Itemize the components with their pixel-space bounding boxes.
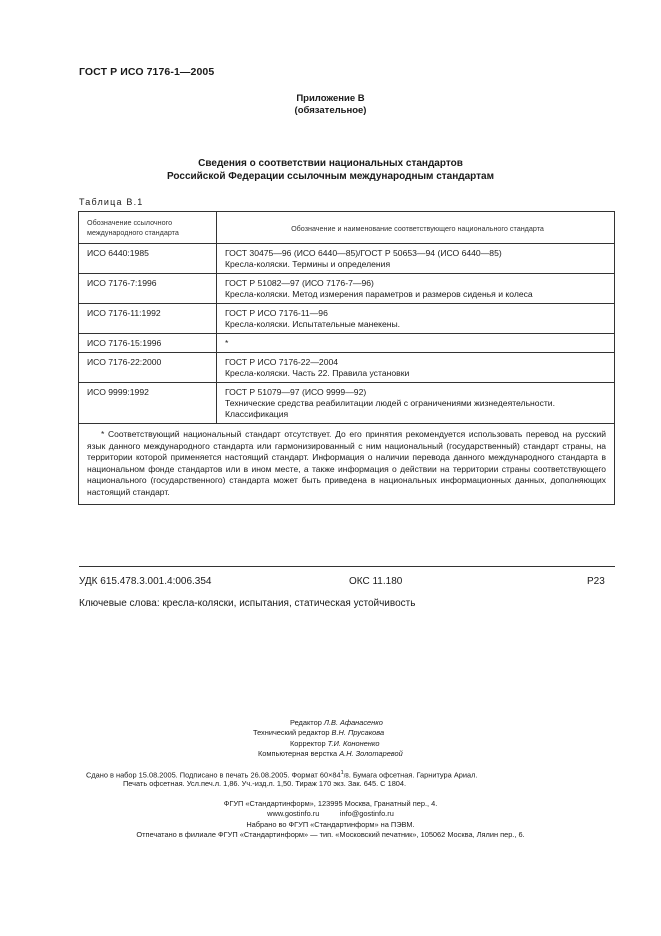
section-title-line-1: Сведения о соответствии национальных стандартов — [198, 158, 463, 169]
national-designation: ГОСТ Р 51079—97 (ИСО 9999—92) — [225, 387, 367, 397]
cell-reference: ИСО 6440:1985 — [79, 244, 217, 274]
national-designation: ГОСТ Р 51082—97 (ИСО 7176-7—96) — [225, 278, 374, 288]
table-header-row — [79, 212, 615, 244]
correspondence-table — [78, 211, 615, 505]
publisher-web: www.gostinfo.ru info@gostinfo.ru — [267, 809, 394, 819]
divider-line — [79, 566, 615, 567]
format-superscript: 1 — [340, 770, 344, 776]
col-header-national: Обозначение и наименование соответствующего национального стандарта — [217, 212, 615, 244]
section-title — [0, 157, 661, 183]
publisher-printed: Отпечатано в филиале ФГУП «Стандартинформ» — тип. «Московский печатник», 105062 Москва, Лялин пер., 6. — [136, 830, 525, 840]
publisher-typeset: Набрано во ФГУП «Стандартинформ» на ПЭВМ. — [246, 819, 415, 829]
table-caption: Таблица В.1 — [79, 197, 144, 207]
format-fraction: /8 — [343, 773, 349, 780]
cell-reference: ИСО 7176-7:1996 — [79, 274, 217, 304]
print-info-line-2: Печать офсетная. Усл.печ.л. 1,86. Уч.-изд.л. 1,50. Тираж 170 экз. Зак. 645. С 1804. — [123, 779, 407, 788]
national-designation: ГОСТ Р ИСО 7176-22—2004 — [225, 357, 339, 367]
print-info-text: Сдано в набор 15.08.2005. Подписано в печать 26.08.2005. Формат 60×84 — [86, 770, 341, 780]
national-designation: ГОСТ 30475—96 (ИСО 6440—85)/ГОСТ Р 50653—94 (ИСО 6440—85) — [225, 248, 502, 258]
credit-role: Редактор — [290, 718, 322, 727]
national-designation: * — [225, 338, 229, 348]
table-row — [79, 383, 615, 424]
credit-proofreader — [0, 739, 661, 749]
col-header-reference: Обозначение ссылочного международного стандарта — [79, 212, 217, 244]
table-row — [79, 244, 615, 274]
cell-national — [217, 244, 615, 274]
table-row — [79, 353, 615, 383]
section-title-line-2: Российской Федерации ссылочным международным стандартам — [166, 171, 495, 182]
credit-tech-editor — [0, 728, 661, 738]
credit-person: Л.В. Афанасенко — [323, 718, 383, 727]
appendix-title: Приложение В — [296, 93, 365, 104]
table-footnote: * Соответствующий национальный стандарт отсутствует. До его принятия рекомендуется использовать перевод на русский язык данного международного стандарта или гармонизированный с ним национальный (государственный) стандарт страны, на территории которой применяется настоящий стандарт. Информация о наличии перевода данного международного стандарта в национальном фонде стандартов или в ином месте, а также информация о действии на территории страны соответствующего национального (государственного) стандарта может быть приведена в национальных информационных данных, дополняющих настоящий стандарт. — [79, 424, 615, 505]
publisher-block — [0, 799, 661, 841]
credit-role: Компьютерная верстка — [258, 749, 338, 759]
national-title: Кресла-коляски. Метод измерения параметров и размеров сиденья и колеса — [225, 289, 533, 299]
national-title-continued: Классификация — [225, 409, 289, 419]
credit-person: А.Н. Золотаревой — [339, 749, 403, 759]
cell-national — [217, 353, 615, 383]
credit-person: Т.И. Кононенко — [327, 738, 380, 748]
cell-national — [217, 274, 615, 304]
credits-block — [0, 718, 661, 760]
cell-national — [217, 383, 615, 424]
credit-editor — [0, 718, 661, 728]
category-code: Р23 — [587, 576, 605, 587]
cell-reference: ИСО 7176-22:2000 — [79, 353, 217, 383]
national-title: Технические средства реабилитации людей с ограничениями жизнедеятельности. — [225, 398, 555, 408]
publisher-address: ФГУП «Стандартинформ», 123995 Москва, Гранатный пер., 4. — [223, 799, 438, 808]
appendix-subtitle: (обязательное) — [294, 105, 367, 116]
credit-person: В.Н. Прусакова — [331, 728, 385, 738]
keywords-line: Ключевые слова: кресла-коляски, испытания, статическая устойчивость — [79, 598, 416, 609]
udk-code: УДК 615.478.3.001.4:006.354 — [79, 576, 212, 587]
credit-role: Корректор — [290, 738, 326, 748]
page-header-standard-code: ГОСТ Р ИСО 7176-1—2005 — [79, 66, 215, 78]
credit-role: Технический редактор — [253, 728, 330, 738]
cell-national — [217, 304, 615, 334]
oks-code: ОКС 11.180 — [349, 576, 403, 587]
print-info-text-end: . Бумага офсетная. Гарнитура Ариал. — [348, 770, 478, 780]
cell-reference: ИСО 7176-11:1992 — [79, 304, 217, 334]
national-title: Кресла-коляски. Термины и определения — [225, 259, 391, 269]
national-title: Кресла-коляски. Испытательные манекены. — [225, 319, 401, 329]
cell-reference: ИСО 9999:1992 — [79, 383, 217, 424]
table-row — [79, 274, 615, 304]
table-row — [79, 334, 615, 353]
table-row — [79, 304, 615, 334]
cell-reference: ИСО 7176-15:1996 — [79, 334, 217, 353]
cell-national — [217, 334, 615, 353]
national-title: Кресла-коляски. Часть 22. Правила установки — [225, 368, 410, 378]
national-designation: ГОСТ Р ИСО 7176-11—96 — [225, 308, 328, 318]
table-footnote-row — [79, 424, 615, 505]
credit-layout — [0, 749, 661, 759]
